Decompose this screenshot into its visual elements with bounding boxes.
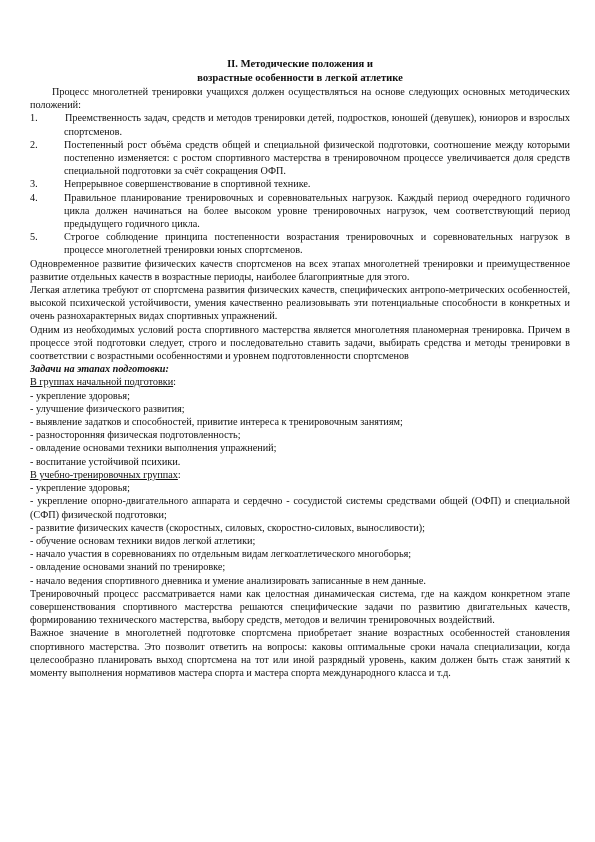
list-item xyxy=(30,231,570,257)
list-item: - укрепление опорно-двигательного аппарата и сердечно - сосудистой системы средствами общей (ОФП) и специальной (СФП) физической подготовки; xyxy=(30,496,570,521)
list-item: - укрепление здоровья; xyxy=(30,483,130,495)
list-item: - овладение основами техники выполнения упражнений; xyxy=(30,443,277,455)
list-item xyxy=(30,112,570,138)
list-item-number: 4. xyxy=(30,192,38,204)
list-item-number: 2. xyxy=(30,139,38,151)
paragraph-simultaneous-development: Одновременное развитие физических качеств спортсменов на всех этапах многолетней тренировки и преимущественное развитие отдельных качеств в возрастные периоды, наиболее благоприятные для этого. xyxy=(30,258,570,283)
group-heading: В учебно-тренировочных группах: xyxy=(30,469,181,481)
list-item: - разносторонняя физическая подготовленность; xyxy=(30,430,241,442)
list-item-text: Непрерывное совершенствование в спортивной технике. xyxy=(64,179,311,191)
intro-paragraph: Процесс многолетней тренировки учащихся должен осуществляться на основе следующих основных методических положений: xyxy=(30,87,570,112)
title-line-2: возрастные особенности в легкой атлетике xyxy=(197,73,403,84)
list-item-text: Преемственность задач, средств и методов тренировки детей, подростков, юношей (девушек), юниоров и взрослых спортсменов. xyxy=(64,113,570,138)
list-item: - начало ведения спортивного дневника и умение анализировать записанные в нем данные. xyxy=(30,575,426,587)
list-item: - обучение основам техники видов легкой атлетики; xyxy=(30,535,256,547)
list-item: - начало участия в соревнованиях по отдельным видам легкоатлетического многоборья; xyxy=(30,549,412,561)
tasks-heading: Задачи на этапах подготовки: xyxy=(30,364,169,376)
list-item: - выявление задатков и способностей, привитие интереса к тренировочным занятиям; xyxy=(30,417,403,429)
title-line-1: II. Методические положения и xyxy=(227,59,373,70)
list-item-number: 5. xyxy=(30,232,38,244)
group-heading-text: В учебно-тренировочных группах xyxy=(30,469,178,481)
list-item: - воспитание устойчивой психики. xyxy=(30,456,181,468)
document-page xyxy=(30,58,570,680)
group-training xyxy=(30,469,570,588)
list-item-number: 3. xyxy=(30,179,38,191)
paragraph-age-features: Важное значение в многолетней подготовке спортсмена приобретает знание возрастных особенностей становления спортивного мастерства. Это позволит ответить на вопросы: каковы оптимальные сроки начала специализации, когда целесообразно планировать выход спортсмена на тот или иной разрядный уровень, каким должен быть стаж занятий к моменту выполнения нормативов мастера спорта и мастера спорта международного класса и т.д. xyxy=(30,628,570,679)
group-initial-training xyxy=(30,376,570,468)
list-item: - укрепление здоровья; xyxy=(30,390,130,402)
list-item xyxy=(30,192,570,232)
paragraph-long-term-training: Одним из необходимых условий роста спортивного мастерства является многолетняя планомерная тренировка. Причем в процессе этой подготовки следует, строго и последовательно ставить задачи, выбирать средства и методы тренировки в соответствии с возрастными особенностями и уровнем подготовленности спортсменов xyxy=(30,324,570,363)
list-item-text: Правильное планирование тренировочных и соревновательных нагрузок. Каждый период очередного годичного цикла должен начинаться на более высоком уровне тренировочных нагрузок, чем соответствующий период предыдущего годичного цикла. xyxy=(64,192,570,231)
page-title xyxy=(30,58,570,86)
positions-list xyxy=(30,112,570,257)
list-item xyxy=(30,178,570,191)
list-item: - улучшение физического развития; xyxy=(30,403,185,415)
paragraph-training-process: Тренировочный процесс рассматривается нами как целостная динамическая система, где на каждом конкретном этапе совершенствования спортивного мастерства решаются специфические задачи по развитию двигательных качеств, формированию технического мастерства, выбору средств, методов и величин тренировочных воздействий. xyxy=(30,588,570,627)
list-item-text: Постепенный рост объёма средств общей и специальной физической подготовки, соотношение между которыми постепенно изменяется: с ростом спортивного мастерства в тренировочном процессе увеличивается доля средств специальной подготовки за счёт сокращения ОФП. xyxy=(64,139,570,178)
paragraph-athletics-requirements: Легкая атлетика требуют от спортсмена развития физических качеств, специфических антропо-метрических особенностей, высокой психической устойчивости, умения качественно реализовывать эти потенциальные способности в конкретных и очень разнохарактерных видах спортивных упражнений. xyxy=(30,285,570,323)
list-item xyxy=(30,139,570,179)
list-item-number: 1. xyxy=(30,113,38,125)
list-item: - овладение основами знаний по тренировке; xyxy=(30,562,226,574)
group-heading: В группах начальной подготовки: xyxy=(30,377,176,389)
group-heading-text: В группах начальной подготовки xyxy=(30,377,174,389)
list-item-text: Строгое соблюдение принципа постепенности возрастания тренировочных и соревновательных нагрузок в процессе многолетней тренировки юных спортсменов. xyxy=(64,232,570,257)
list-item: - развитие физических качеств (скоростных, силовых, скоростно-силовых, выносливости); xyxy=(30,522,425,534)
